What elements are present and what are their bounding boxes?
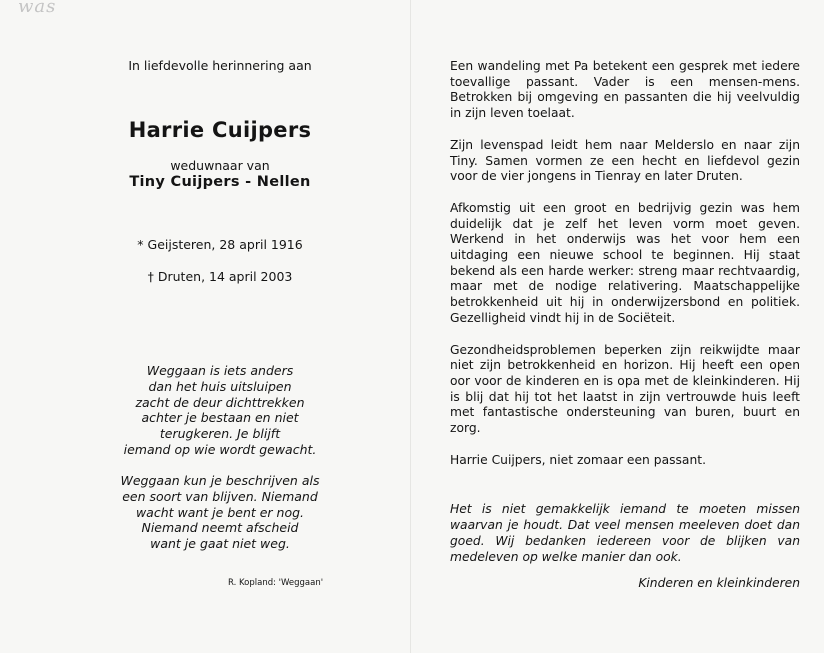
poem-line: zacht de deur dichttrekken — [135, 394, 305, 410]
poem-line: Weggaan kun je beschrijven als — [120, 473, 320, 488]
paragraph: Harrie Cuijpers, niet zomaar een passant. — [450, 452, 706, 467]
poem-stanza-1 — [70, 363, 370, 458]
signature: Kinderen en kleinkinderen — [638, 576, 800, 590]
fold-line — [410, 0, 411, 653]
poem-stanza-2 — [70, 473, 370, 552]
handwritten-note: was — [18, 0, 57, 17]
poem-credit: R. Kopland: 'Weggaan' — [228, 578, 324, 588]
deceased-name: Harrie Cuijpers — [128, 118, 312, 142]
paragraph: Zijn levenspad leidt hem naar Melderslo en naar zijn Tiny. Samen vormen ze een hecht en liefdevol gezin voor de vier jongens in Tienray en later Druten. — [450, 137, 800, 184]
right-panel — [450, 59, 800, 581]
poem-line: iemand op wie wordt gewacht. — [123, 441, 317, 457]
poem-line: achter je bestaan en niet — [141, 410, 299, 426]
poem-line: Niemand neemt afscheid — [141, 520, 299, 536]
poem-line: een soort van blijven. Niemand — [122, 488, 318, 504]
birth-line: * Geijsteren, 28 april 1916 — [137, 237, 303, 252]
poem-line: dan het huis uitsluipen — [148, 378, 292, 394]
paragraph: Afkomstig uit een groot en bedrijvig gezin was hem duidelijk dat je zelf het leven vorm moet geven. Werkend in het onderwijs was het voor hem een uitdaging een nieuwe school te beginnen. Hij staat bekend als een harde werker: streng maar rechtvaardig, maar met de nodige relativering. Maatschappelijke betrokkenheid uit hij in onderwijzersbond en politiek. Gezelligheid vindt hij in de Sociëteit. — [450, 200, 800, 325]
thanks-paragraph: Het is niet gemakkelijk iemand te moeten missen waarvan je houdt. Dat veel mensen meeleven doet dan goed. Wij bedanken iedereen voor de blijken van medeleven op welke manier dan ook. — [450, 502, 800, 564]
poem-line: want je gaat niet weg. — [150, 536, 290, 552]
poem-line: wacht want je bent er nog. — [135, 504, 305, 520]
spouse-name: Tiny Cuijpers - Nellen — [129, 174, 311, 190]
poem-line: terugkeren. Je blijft — [159, 426, 281, 442]
poem-line: Weggaan is iets anders — [146, 363, 294, 378]
relation-text: weduwnaar van — [170, 158, 270, 173]
paragraph: Een wandeling met Pa betekent een gesprek met iedere toevallige passant. Vader is een mensen-mens. Betrokken bij omgeving en passanten die hij veelvuldig in zijn leven toelaat. — [450, 59, 800, 121]
intro-text: In liefdevolle herinnering aan — [128, 58, 312, 73]
death-line: † Druten, 14 april 2003 — [147, 269, 293, 284]
paragraph: Gezondheidsproblemen beperken zijn reikwijdte maar niet zijn betrokkenheid en horizon. Hij heeft een open oor voor de kinderen en is opa met de kleinkinderen. Hij is blij dat hij tot het laatst in zijn vertrouwde huis leeft met fantastische ondersteuning van buren, buurt en zorg. — [450, 342, 800, 436]
